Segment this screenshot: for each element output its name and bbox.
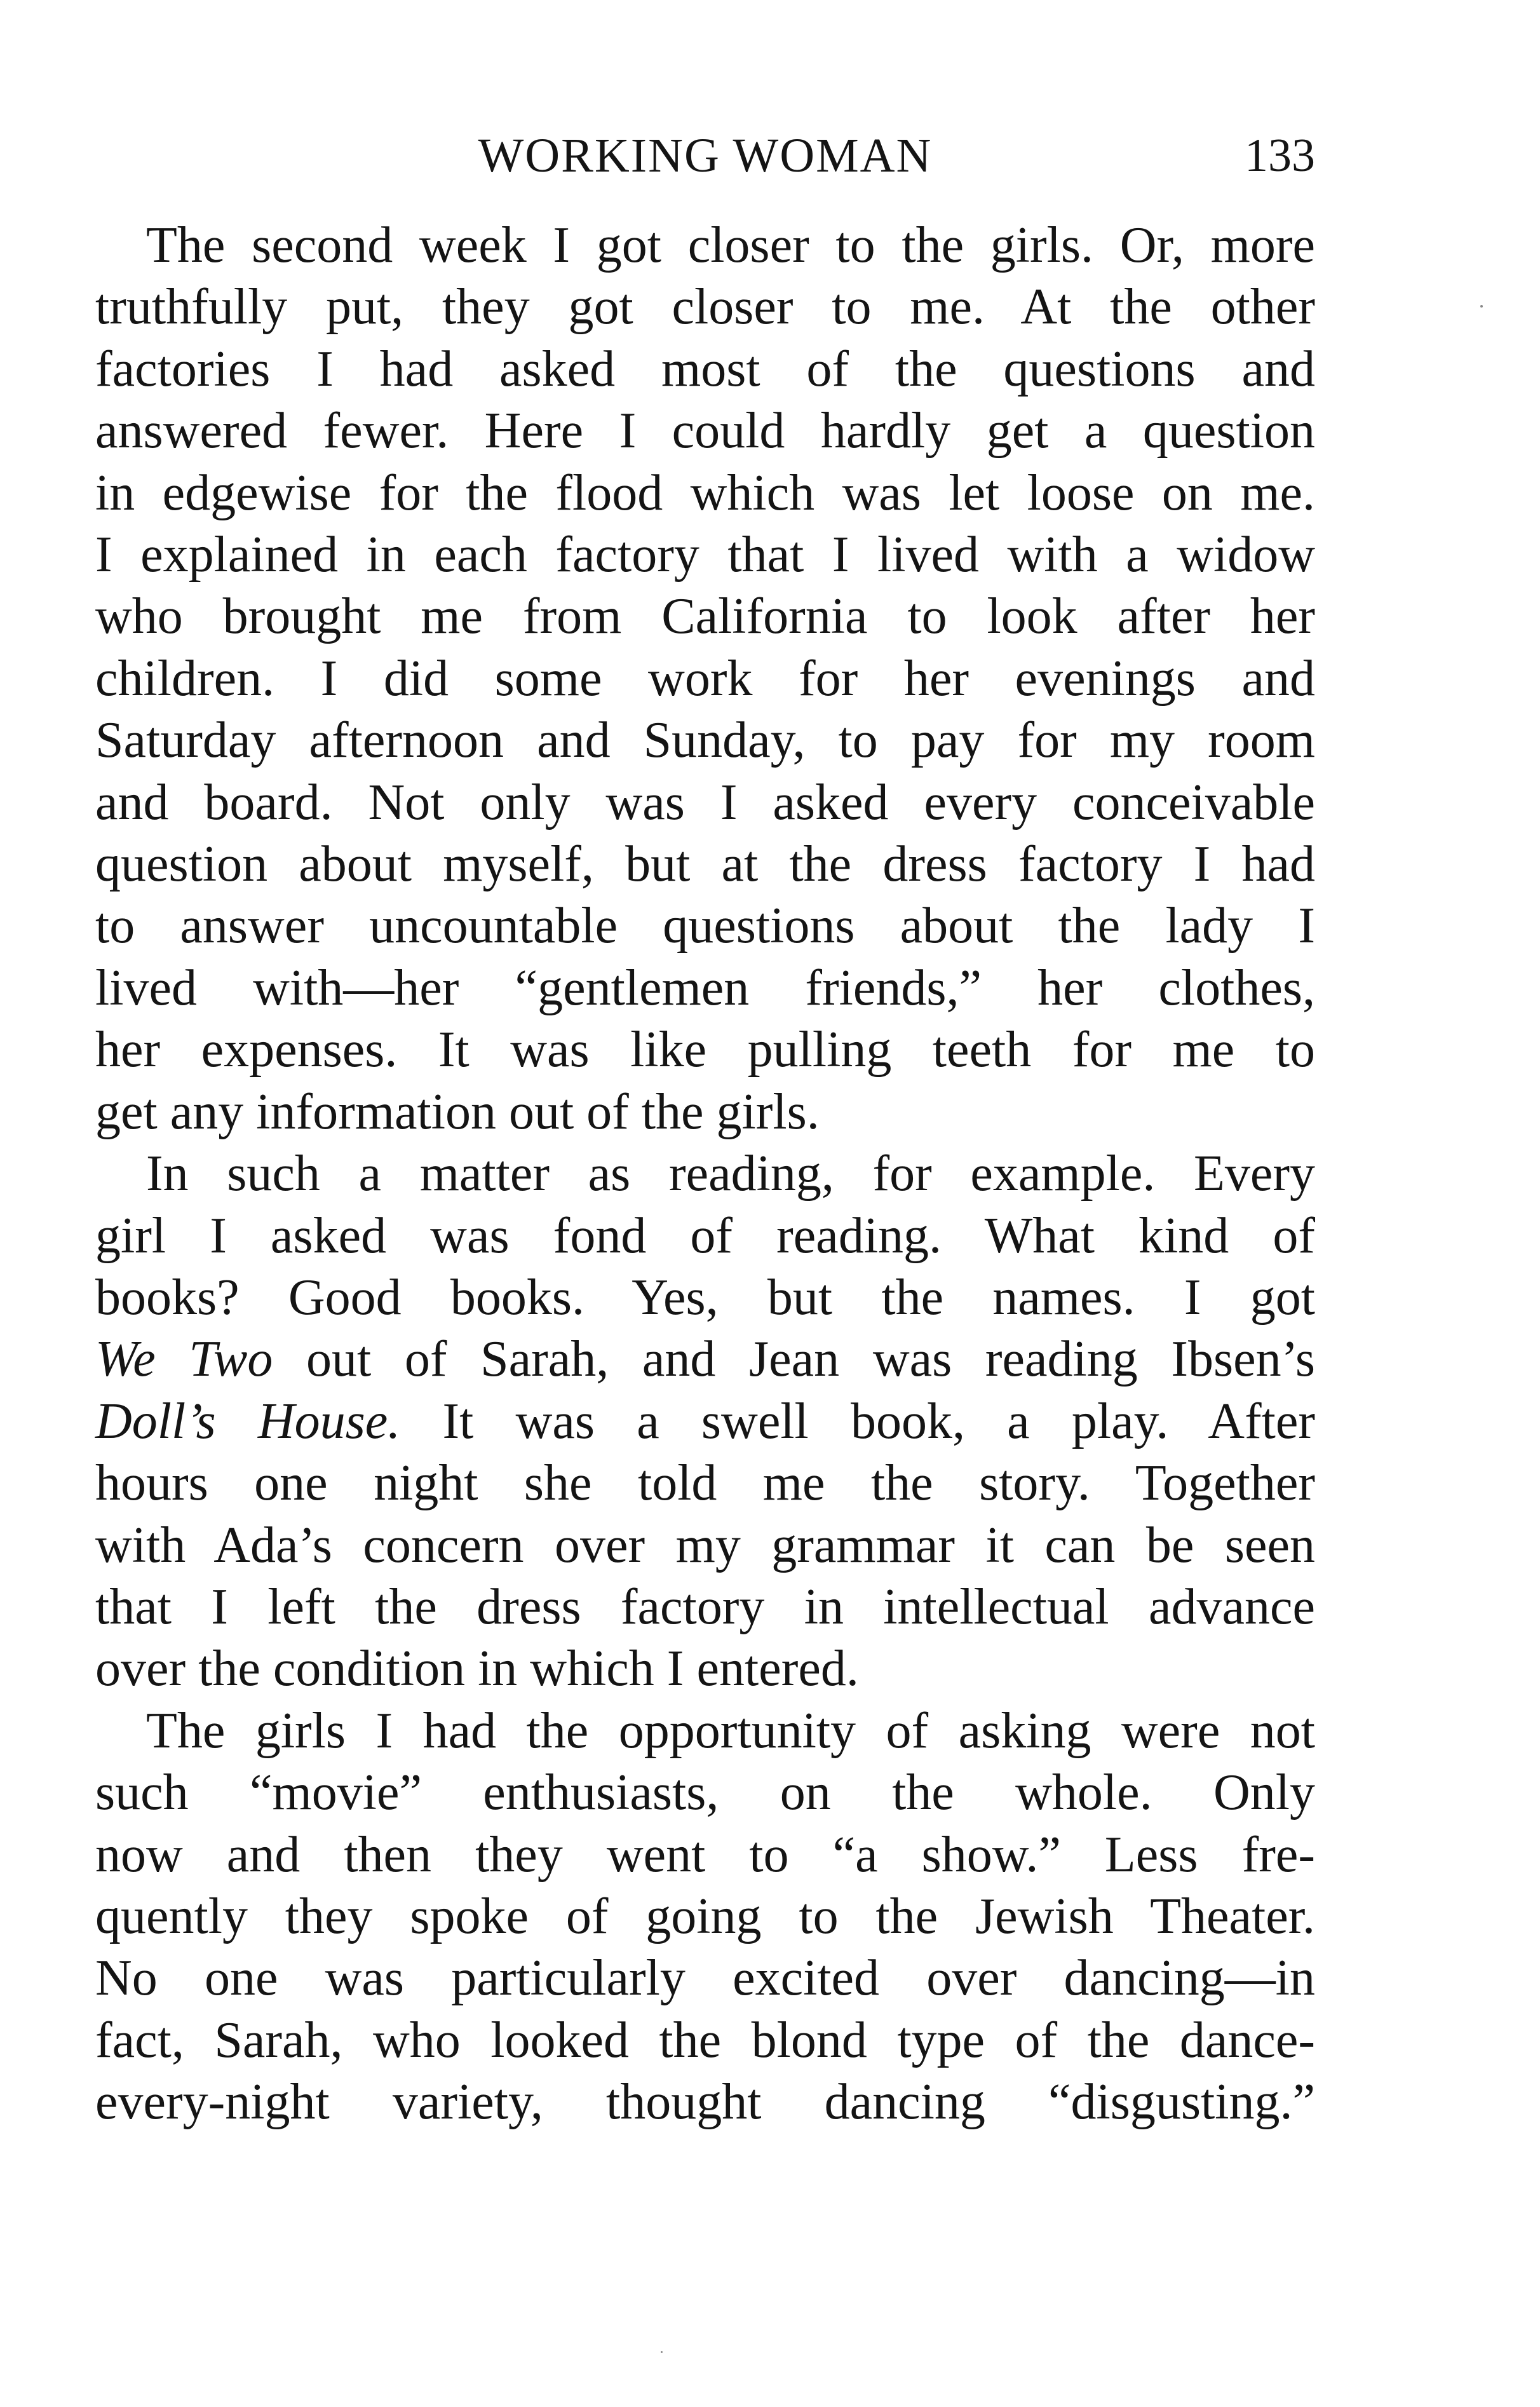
paper-speck [1480, 305, 1483, 308]
text-line: to answer uncountable questions about the lady I [95, 898, 1315, 954]
text-line: answered fewer. Here I could hardly get a question [95, 403, 1315, 459]
running-title: WORKING WOMAN [478, 129, 933, 182]
text-line: and board. Not only was I asked every conceivable [95, 774, 1315, 831]
text-line: fact, Sarah, who looked the blond type of the dance- [95, 2012, 1315, 2068]
text-line: her expenses. It was like pulling teeth for me to [95, 1022, 1315, 1078]
text-line: such “movie” enthusiasts, on the whole. Only [95, 1765, 1315, 1821]
text-line: The girls I had the opportunity of asking were not [146, 1702, 1315, 1759]
text-line-with-title [95, 1329, 1315, 1390]
text-line: In such a matter as reading, for example. Every [146, 1146, 1315, 1202]
text-line: girl I asked was fond of reading. What kind of [95, 1207, 1315, 1264]
text-line: I explained in each factory that I lived with a widow [95, 527, 1315, 583]
text-line: books? Good books. Yes, but the names. I got [95, 1269, 1315, 1326]
text-line: now and then they went to “a show.” Less fre- [95, 1826, 1315, 1883]
page-header [95, 127, 1315, 184]
text-fragment: It was a swell book, a play. After [400, 1393, 1316, 1449]
text-line: question about myself, but at the dress factory I had [95, 836, 1315, 893]
text-line-with-title [95, 1391, 1315, 1453]
text-line: every-night variety, thought dancing “disgusting.” [95, 2074, 1315, 2131]
book-title-we-two: We Two [95, 1331, 273, 1388]
paragraph-2 [95, 1143, 1315, 1700]
paragraph-1 [95, 215, 1315, 1143]
text-line: No one was particularly excited over dancing—in [95, 1950, 1315, 2007]
text-line: quently they spoke of going to the Jewish Theater. [95, 1888, 1315, 1944]
text-line: truthfully put, they got closer to me. At the other [95, 279, 1315, 336]
text-line: lived with—her “gentlemen friends,” her clothes, [95, 959, 1315, 1016]
text-line: with Ada’s concern over my grammar it can be seen [95, 1517, 1315, 1573]
text-line: factories I had asked most of the questions and [95, 341, 1315, 397]
text-line: over the condition in which I entered. [95, 1641, 859, 1697]
text-line: The second week I got closer to the girls. Or, more [146, 217, 1315, 273]
book-title-dolls-house: Doll’s House. [95, 1393, 401, 1449]
body-text [95, 215, 1315, 2134]
text-line: Saturday afternoon and Sunday, to pay for my room [95, 712, 1315, 769]
text-line: who brought me from California to look after her [95, 588, 1315, 645]
text-line: children. I did some work for her evenings and [95, 650, 1315, 707]
text-fragment: out of Sarah, and Jean was reading Ibsen’s [273, 1331, 1316, 1388]
page-number: 133 [1245, 130, 1315, 182]
text-line: in edgewise for the flood which was let loose on me. [95, 464, 1315, 521]
paper-speck [661, 2351, 663, 2353]
text-line: that I left the dress factory in intellectual advance [95, 1578, 1315, 1635]
text-line: hours one night she told me the story. Together [95, 1455, 1315, 1512]
text-line: get any information out of the girls. [95, 1083, 820, 1140]
paragraph-3 [95, 1700, 1315, 2134]
